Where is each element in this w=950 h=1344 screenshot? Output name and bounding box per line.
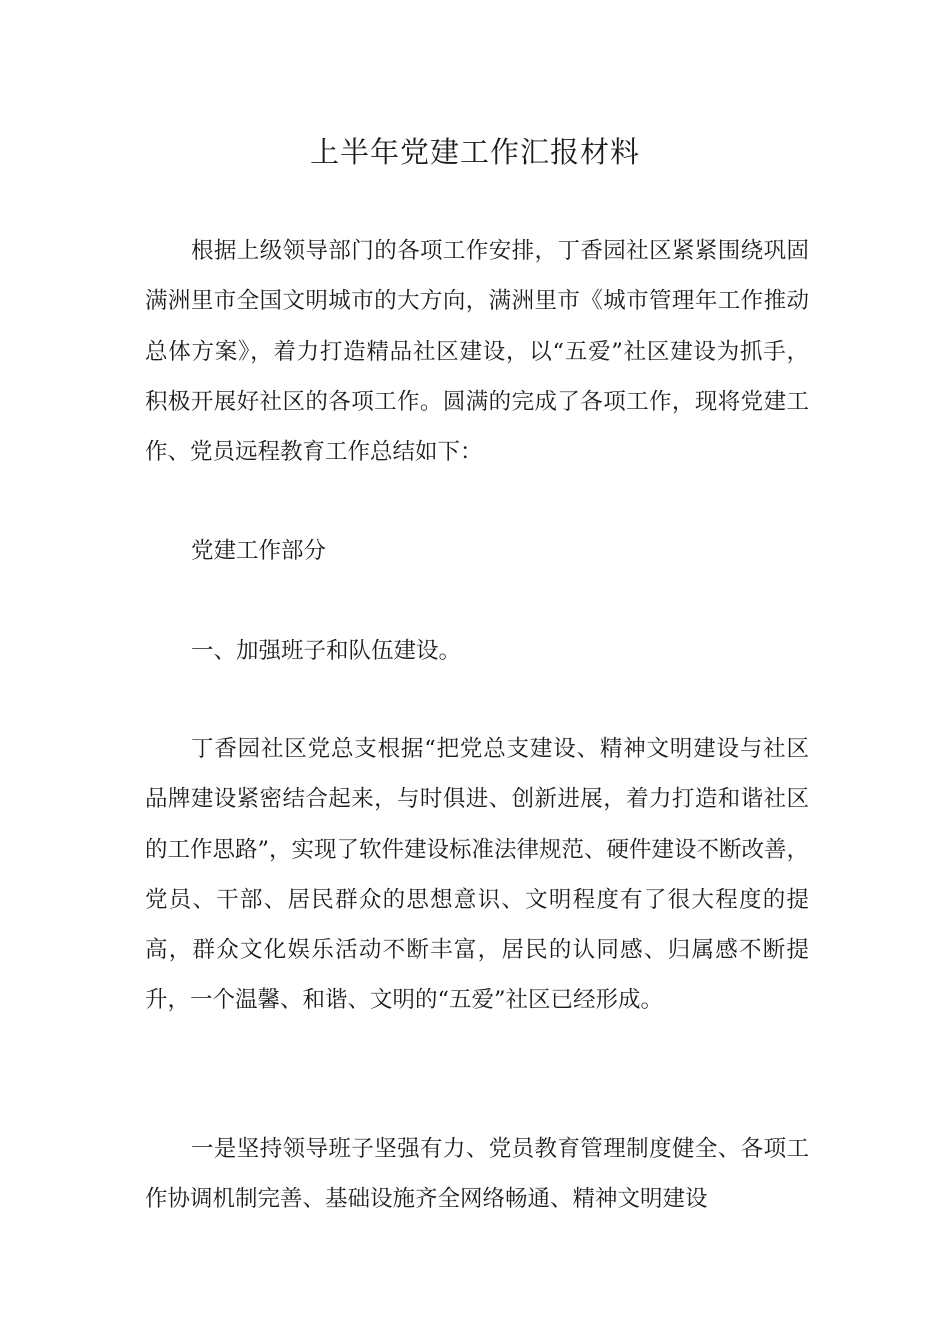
paragraph-team-building: 丁香园社区党总支根据“把党总支建设、精神文明建设与社区品牌建设紧密结合起来，与时俱进、创新进展，着力打造和谐社区的工作思路”，实现了软件建设标准法律规范、硬件建设不断改善，党员、干部、居民群众的思想意识、文明程度有了很大程度的提高，群众文化娱乐活动不断丰富，居民的认同感、归属感不断提升，一个温馨、和谐、文明的“五爱”社区已经形成。 (145, 736, 810, 1014)
subheading-team-building: 一、加强班子和队伍建设。 (191, 638, 462, 664)
paragraph-intro: 根据上级领导部门的各项工作安排，丁香园社区紧紧围绕巩固满洲里市全国文明城市的大方向，满洲里市《城市管理年工作推动总体方案》，着力打造精品社区建设，以“五爱”社区建设为抓手，积极开展好社区的各项工作。圆满的完成了各项工作，现将党建工作、党员远程教育工作总结如下： (145, 238, 809, 466)
paragraph-first-point: 一是坚持领导班子坚强有力、党员教育管理制度健全、各项工作协调机制完善、基础设施齐全网络畅通、精神文明建设 (145, 1136, 809, 1213)
section-heading-party-building: 党建工作部分 (191, 538, 327, 564)
document-title: 上半年党建工作汇报材料 (309, 135, 640, 169)
